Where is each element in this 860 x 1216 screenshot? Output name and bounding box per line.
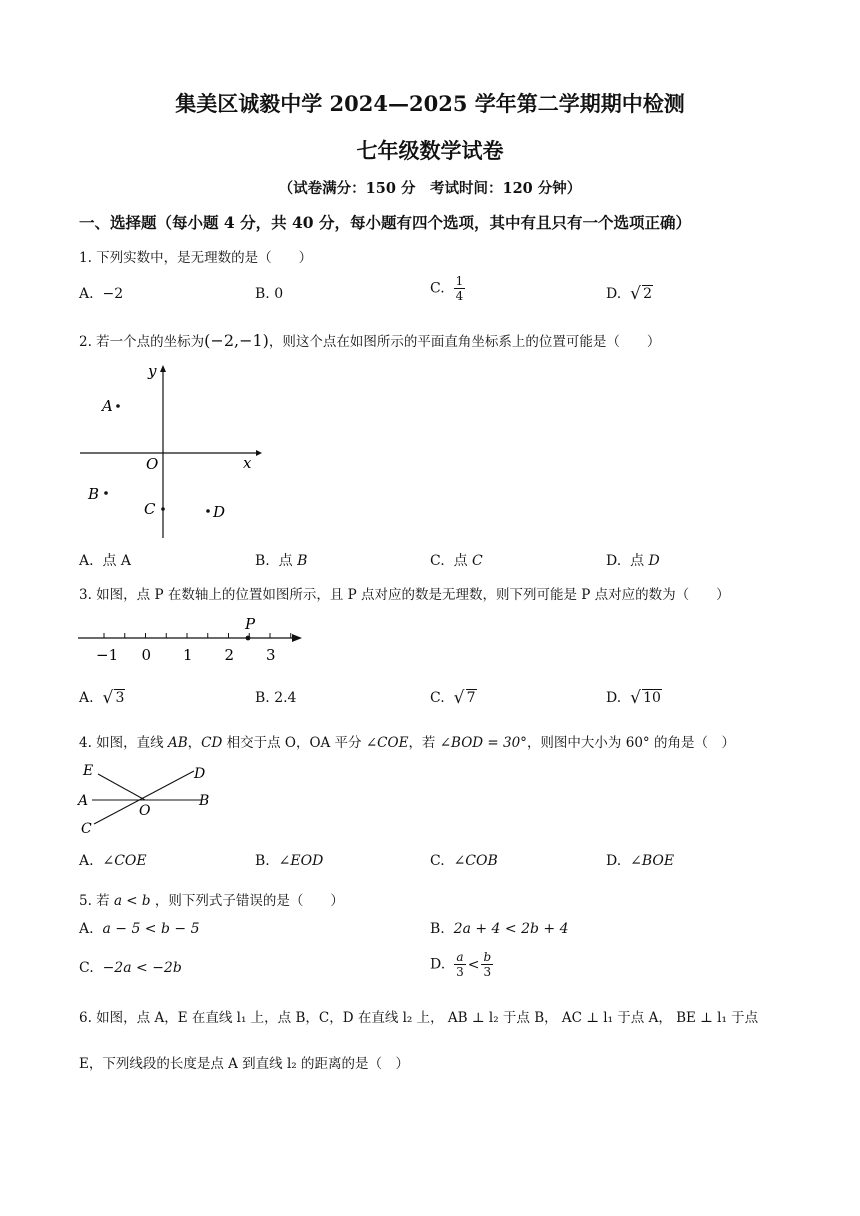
option-label: C. <box>430 553 445 569</box>
q5-option-a <box>79 921 199 937</box>
radicand: 2 <box>643 286 653 302</box>
radicand: 10 <box>643 690 661 706</box>
q3-stem: 3. 如图，点 P 在数轴上的位置如图所示，且 P 点对应的数是无理数，则下列可能是 P 点对应的数为（ ） <box>79 587 730 603</box>
point-d <box>206 509 210 513</box>
point-b-label: B <box>88 485 100 503</box>
sqrt <box>102 690 125 706</box>
label-e: E <box>83 763 94 779</box>
q4-option-b <box>255 853 323 869</box>
option-label: B. <box>255 553 270 569</box>
stem-text: ， <box>187 735 202 751</box>
q5-option-b <box>430 921 569 937</box>
coordinate-plane-figure <box>76 360 266 545</box>
point-p-label: P <box>245 615 256 633</box>
option-label: C. <box>430 690 445 706</box>
math-condition: a < b <box>113 893 151 909</box>
option-label: C. <box>79 960 94 976</box>
denominator: 3 <box>456 965 464 979</box>
tick-label: 3 <box>266 646 276 664</box>
coordinate: (−2,−1) <box>204 331 269 350</box>
tick-label: 2 <box>224 646 235 664</box>
point-a-label: A <box>102 397 113 415</box>
option-label: A. <box>79 286 94 302</box>
math-sixty: 60° <box>625 735 650 751</box>
option-value: ∠COE <box>102 853 147 869</box>
q4-stem <box>79 731 735 751</box>
option-value: 0 <box>274 286 284 302</box>
q3-option-d <box>606 690 662 706</box>
option-value: ∠BOE <box>630 853 675 869</box>
numerator: a <box>454 950 466 965</box>
option-label: D. <box>606 553 622 569</box>
math-ab: AB <box>167 735 188 751</box>
option-value: −2a < −2b <box>102 960 182 976</box>
label-b: B <box>199 793 210 809</box>
q5-stem <box>79 889 344 909</box>
point-a <box>116 404 120 408</box>
math-cd: CD <box>201 735 223 751</box>
q1-option-a <box>79 286 123 302</box>
option-label: D. <box>606 690 622 706</box>
option-label: D. <box>606 853 622 869</box>
stem-text: ，则下列式子错误的是（ ） <box>150 893 344 909</box>
point-c-label: C <box>144 500 156 518</box>
q2-option-b <box>255 550 307 570</box>
option-label: A. <box>79 853 94 869</box>
stem-text: 5. 若 <box>79 893 114 909</box>
q1-option-d <box>606 286 653 302</box>
option-label: C. <box>430 280 445 297</box>
q1-stem: 1. 下列实数中，是无理数的是（ ） <box>79 250 313 266</box>
number-line-figure <box>76 614 306 666</box>
sqrt <box>454 690 477 706</box>
option-label: D. <box>430 956 446 973</box>
math-angle-coe: ∠COE <box>365 735 409 751</box>
q3-option-c <box>430 690 477 706</box>
option-label: B. <box>255 286 270 302</box>
label-o: O <box>139 803 151 819</box>
option-label: C. <box>430 853 445 869</box>
option-value: ∠COB <box>453 853 498 869</box>
numerator: b <box>483 950 492 964</box>
option-var: D <box>648 553 660 569</box>
radicand: 3 <box>115 690 125 706</box>
tick-label: −1 <box>96 646 119 664</box>
stem-text: ，则图中大小为 <box>526 735 626 751</box>
q4-option-d <box>606 853 674 869</box>
tick-label: 0 <box>141 646 152 664</box>
denominator: 4 <box>455 289 464 303</box>
exam-meta: （试卷满分：150 分 考试时间：120 分钟） <box>278 180 582 197</box>
origin-label: O <box>146 455 159 473</box>
x-axis-arrow <box>256 450 262 456</box>
q2-option-d <box>606 550 660 570</box>
q2-stem <box>79 330 660 350</box>
numerator: 1 <box>455 274 464 288</box>
section-heading: 一、选择题（每小题 4 分，共 40 分，每小题有四个选项，其中有且只有一个选项正确） <box>79 213 691 232</box>
option-label: B. <box>255 853 270 869</box>
option-label: A. <box>79 553 94 569</box>
ray-oe <box>98 774 145 800</box>
option-value: ∠EOD <box>278 853 324 869</box>
sqrt <box>630 690 662 706</box>
option-label: A. <box>79 921 94 937</box>
option-value: 点 <box>453 553 473 569</box>
option-var: B <box>297 553 308 569</box>
stem-text: 的角是（ ） <box>649 735 735 751</box>
label-d: D <box>194 766 206 782</box>
option-label: B. <box>430 921 445 937</box>
point-p <box>246 636 251 641</box>
sqrt <box>630 286 653 302</box>
option-label: B. <box>255 690 270 706</box>
math-angle-bod: ∠BOD = 30° <box>439 735 527 751</box>
stem-text: 4. 如图，直线 <box>79 735 168 751</box>
stem-text: ，则这个点在如图所示的平面直角坐标系上的位置可能是（ ） <box>268 334 661 350</box>
q4-option-a <box>79 853 147 869</box>
option-var: C <box>472 553 483 569</box>
point-c <box>161 507 165 511</box>
q1-option-b <box>255 286 283 302</box>
option-label: D. <box>606 286 622 302</box>
fraction-b <box>481 950 493 979</box>
option-value: 点 <box>630 553 649 569</box>
less-than: < <box>467 956 480 973</box>
stem-text: 2. 若一个点的坐标为 <box>79 334 205 350</box>
option-label: A. <box>79 690 94 706</box>
denominator: 3 <box>483 965 492 979</box>
q1-option-c <box>430 274 465 303</box>
label-c: C <box>81 821 92 837</box>
option-value: a − 5 < b − 5 <box>102 921 200 937</box>
y-label: y <box>148 362 157 380</box>
fraction-a <box>454 950 466 979</box>
option-value: −2 <box>102 286 124 302</box>
q2-option-a <box>79 550 131 570</box>
q6-stem-line1: 6. 如图，点 A，E 在直线 l₁ 上，点 B，C，D 在直线 l₂ 上， AB ⊥ l₂ 于点 B， AC ⊥ l₁ 于点 A， BE ⊥ l₁ 于点 <box>79 1010 759 1026</box>
stem-text: ，若 <box>408 735 440 751</box>
number-line-arrow <box>292 634 302 642</box>
q5-option-c <box>79 960 182 976</box>
stem-text: 相交于点 O，OA 平分 <box>222 735 366 751</box>
option-value: 点 <box>278 553 298 569</box>
x-label: x <box>243 454 252 472</box>
point-b <box>104 491 108 495</box>
page-subtitle: 七年级数学试卷 <box>356 138 504 163</box>
tick-label: 1 <box>183 646 193 664</box>
option-value: 2.4 <box>274 690 297 706</box>
q3-option-a <box>79 690 125 706</box>
fraction <box>454 274 466 303</box>
q3-option-b <box>255 690 296 706</box>
y-axis-arrow <box>160 365 166 372</box>
page-title: 集美区诚毅中学 2024—2025 学年第二学期期中检测 <box>175 91 685 116</box>
option-value: 点 A <box>102 553 132 569</box>
option-value: 2a + 4 < 2b + 4 <box>453 921 569 937</box>
q6-stem-line2: E，下列线段的长度是点 A 到直线 l₂ 的距离的是（ ） <box>79 1056 409 1072</box>
q2-option-c <box>430 550 483 570</box>
point-d-label: D <box>213 503 226 521</box>
q5-option-d <box>430 950 493 979</box>
intersecting-lines-figure <box>76 760 226 840</box>
q4-option-c <box>430 853 498 869</box>
radicand: 7 <box>466 690 476 706</box>
label-a: A <box>78 793 89 809</box>
